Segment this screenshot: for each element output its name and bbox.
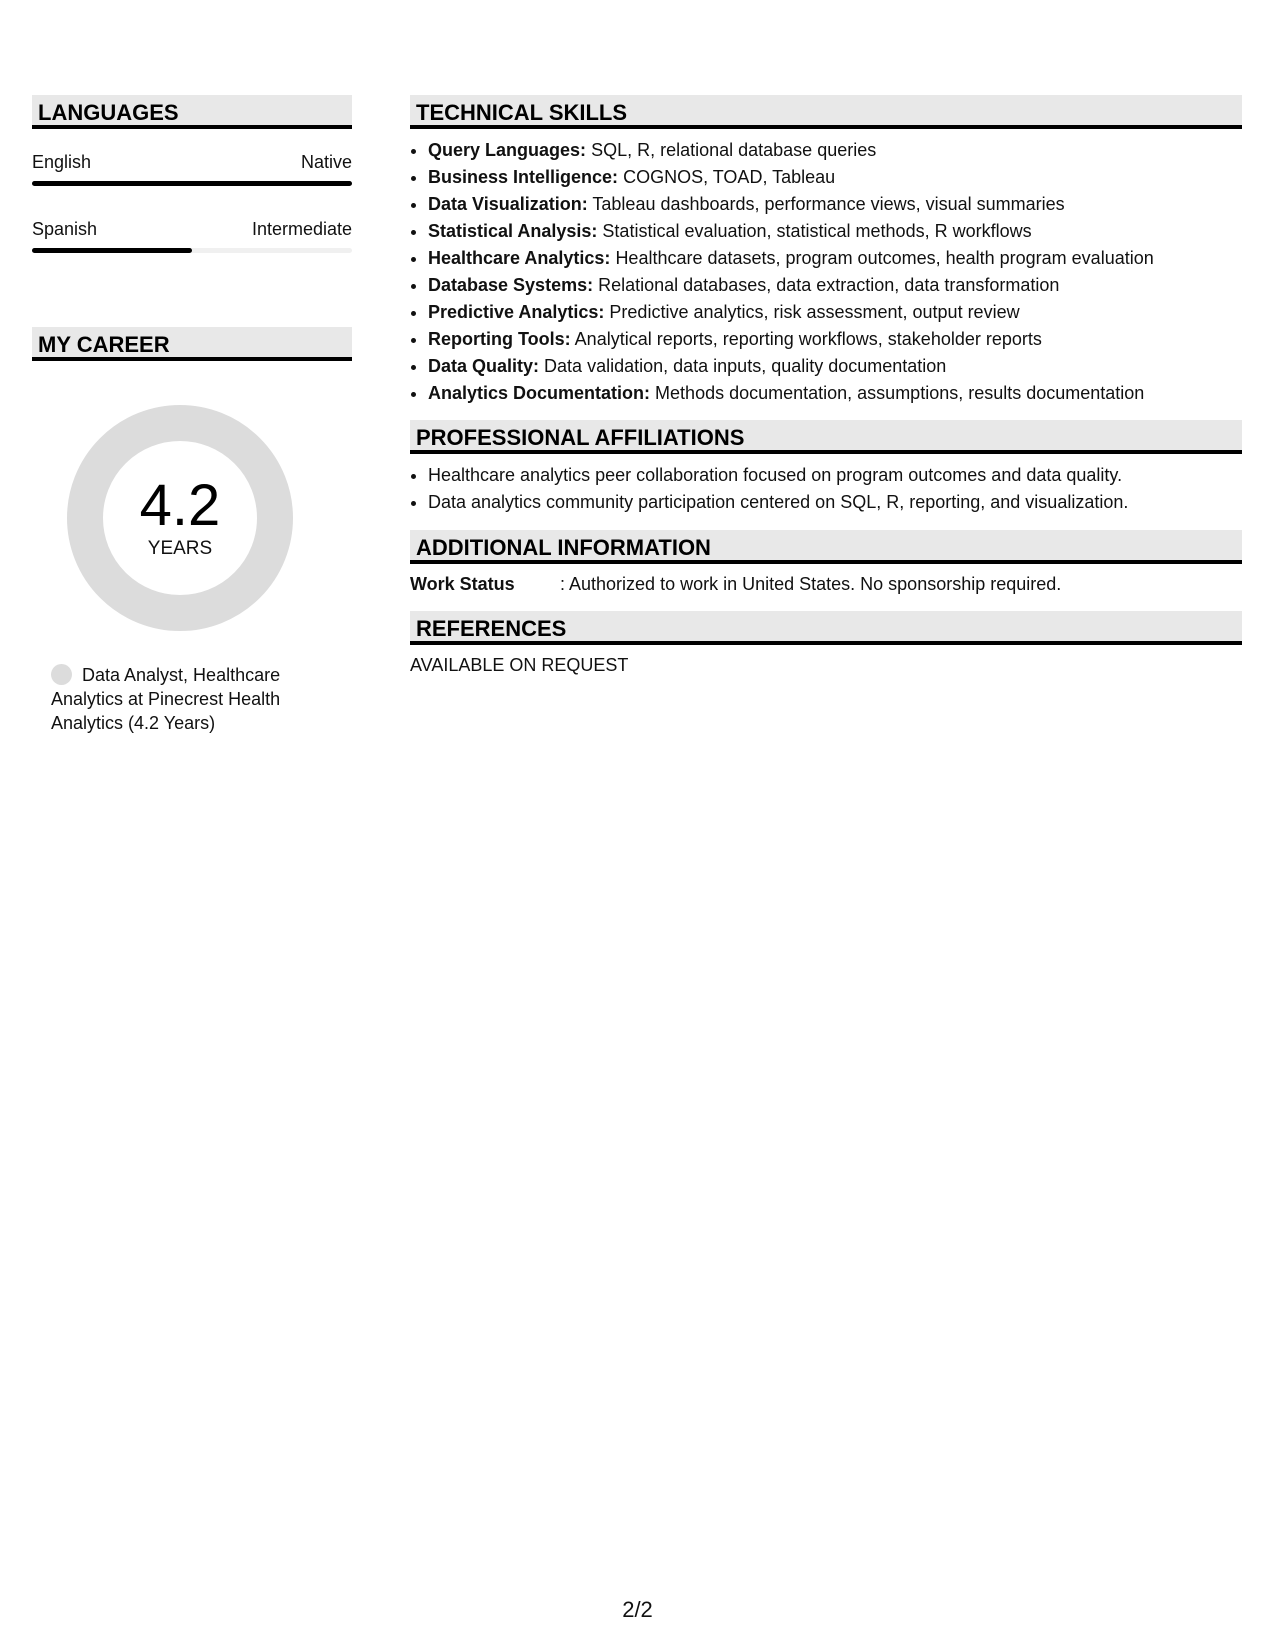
language-proficiency-fill bbox=[32, 248, 192, 253]
skill-name: Analytics Documentation: bbox=[428, 383, 651, 403]
languages-heading: LANGUAGES bbox=[32, 95, 352, 129]
language-name: English bbox=[32, 152, 92, 172]
skill-item bbox=[428, 218, 1242, 245]
skill-name: Predictive Analytics: bbox=[428, 302, 605, 322]
skill-detail: Analytical reports, reporting workflows, stakeholder reports bbox=[574, 329, 1042, 349]
donut-center bbox=[67, 405, 293, 631]
skill-name: Data Visualization: bbox=[428, 194, 588, 214]
work-status-label: Work Status bbox=[410, 574, 515, 594]
skill-name: Statistical Analysis: bbox=[428, 221, 598, 241]
technical-skills-list bbox=[410, 137, 1242, 407]
language-level: Intermediate bbox=[251, 219, 352, 239]
skill-item bbox=[428, 164, 1242, 191]
career-legend-dot-icon bbox=[51, 664, 72, 685]
affiliation-item: • Data analytics community participation centered on SQL, R, reporting, and visualization. bbox=[428, 489, 1242, 516]
affiliations-list bbox=[410, 462, 1242, 516]
skill-item bbox=[428, 137, 1242, 164]
skill-name: Database Systems: bbox=[428, 275, 594, 295]
career-entry bbox=[51, 663, 311, 735]
skill-detail: COGNOS, TOAD, Tableau bbox=[623, 167, 836, 187]
skill-detail: Statistical evaluation, statistical methods, R workflows bbox=[602, 221, 1032, 241]
skill-item bbox=[428, 272, 1242, 299]
skill-detail: Healthcare datasets, program outcomes, health program evaluation bbox=[615, 248, 1154, 268]
right-column bbox=[410, 95, 1242, 677]
skill-detail: Methods documentation, assumptions, results documentation bbox=[655, 383, 1145, 403]
skill-item bbox=[428, 326, 1242, 353]
references-text: AVAILABLE ON REQUEST bbox=[410, 655, 629, 675]
language-name: Spanish bbox=[32, 219, 98, 239]
language-item-spanish bbox=[32, 218, 352, 253]
skill-name: Query Languages: bbox=[428, 140, 587, 160]
skill-name: Reporting Tools: bbox=[428, 329, 571, 349]
skill-detail: Relational databases, data extraction, data transformation bbox=[598, 275, 1060, 295]
skill-name: Data Quality: bbox=[428, 356, 540, 376]
skill-item bbox=[428, 191, 1242, 218]
skill-detail: Predictive analytics, risk assessment, output review bbox=[609, 302, 1020, 322]
skill-item bbox=[428, 380, 1242, 407]
affiliations-heading: PROFESSIONAL AFFILIATIONS bbox=[410, 420, 1242, 454]
skill-item bbox=[428, 299, 1242, 326]
skill-detail: SQL, R, relational database queries bbox=[591, 140, 877, 160]
language-proficiency-bar bbox=[32, 248, 352, 253]
page-number: 2/2 bbox=[622, 1597, 653, 1622]
skill-item bbox=[428, 353, 1242, 380]
skill-item bbox=[428, 245, 1242, 272]
skill-detail: Tableau dashboards, performance views, visual summaries bbox=[592, 194, 1065, 214]
skill-name: Healthcare Analytics: bbox=[428, 248, 611, 268]
left-column bbox=[32, 95, 352, 735]
technical-skills-heading: TECHNICAL SKILLS bbox=[410, 95, 1242, 129]
language-level: Native bbox=[300, 152, 352, 172]
language-proficiency-fill bbox=[32, 181, 352, 186]
career-years-unit: YEARS bbox=[147, 538, 213, 559]
skill-detail: Data validation, data inputs, quality documentation bbox=[544, 356, 947, 376]
work-status-row bbox=[410, 572, 1242, 596]
career-heading: MY CAREER bbox=[32, 327, 352, 361]
career-years-donut bbox=[67, 405, 293, 631]
career-years-value: 4.2 bbox=[139, 473, 221, 538]
language-proficiency-bar bbox=[32, 181, 352, 186]
additional-info-heading: ADDITIONAL INFORMATION bbox=[410, 530, 1242, 564]
skill-name: Business Intelligence: bbox=[428, 167, 619, 187]
work-status-value: : Authorized to work in United States. No sponsorship required. bbox=[560, 574, 1062, 594]
references-heading: REFERENCES bbox=[410, 611, 1242, 645]
language-item-english bbox=[32, 151, 352, 186]
career-entry-text: Data Analyst, Healthcare Analytics at Pinecrest Health Analytics (4.2 Years) bbox=[51, 665, 281, 733]
affiliation-item: • Healthcare analytics peer collaboration focused on program outcomes and data quality. bbox=[428, 462, 1242, 489]
language-list bbox=[32, 151, 352, 253]
